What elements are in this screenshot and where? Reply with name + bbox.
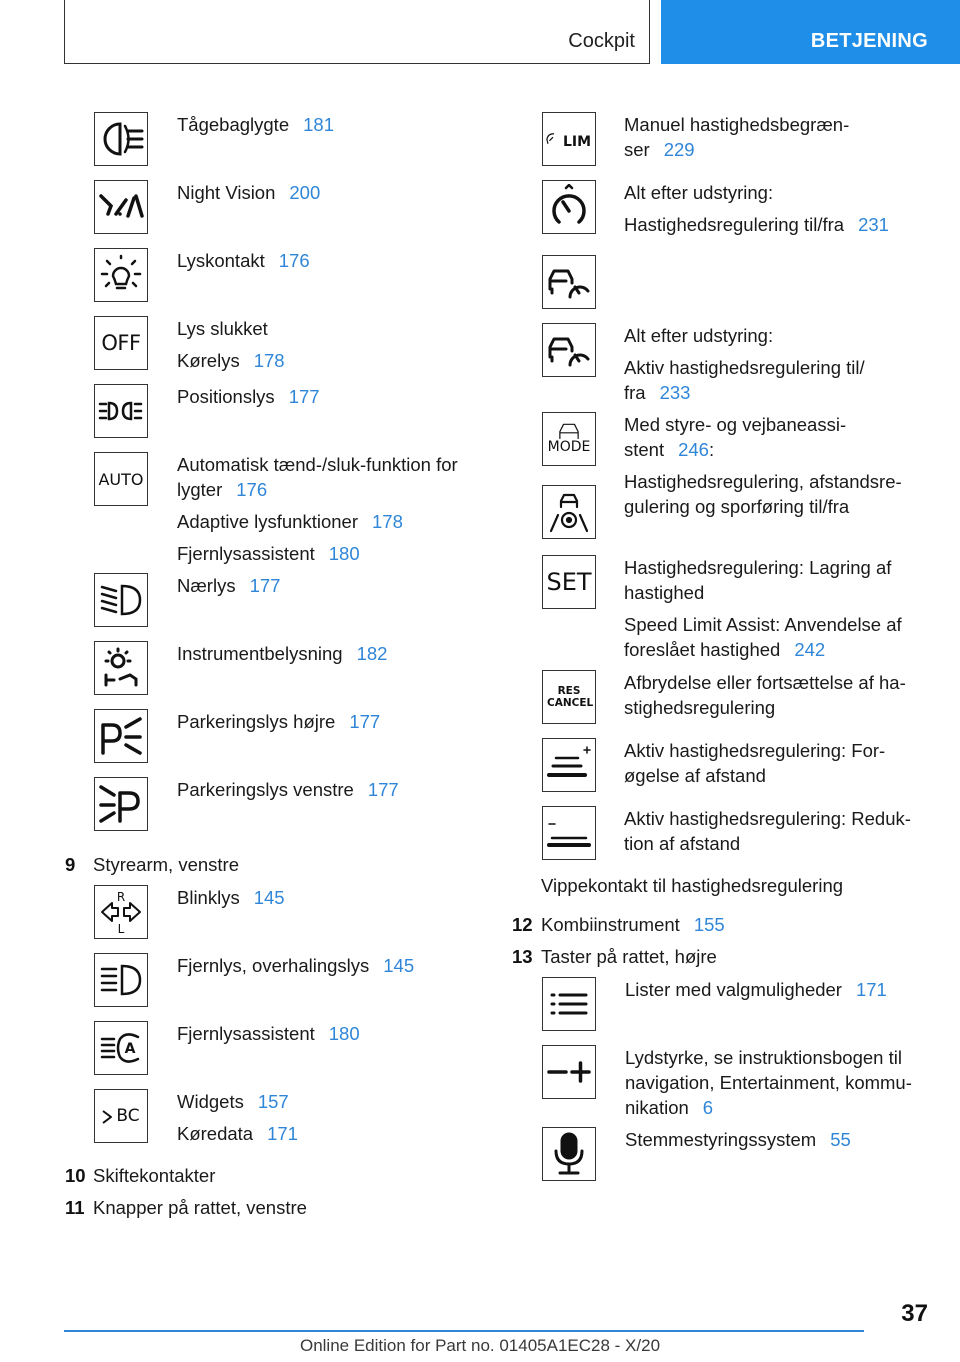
item-label: Night Vision xyxy=(177,182,276,203)
list-item xyxy=(177,1089,289,1114)
item-label: ser xyxy=(624,139,650,160)
section-number: 9 xyxy=(65,854,76,875)
page-ref-link[interactable]: 178 xyxy=(372,511,403,532)
item-label: øgelse af afstand xyxy=(624,765,766,786)
footer-edition: Online Edition for Part no. 01405A1EC28 - X/20 xyxy=(299,1336,661,1355)
section-number: 10 xyxy=(65,1165,86,1186)
page-ref-link[interactable]: 182 xyxy=(356,643,388,664)
night-vision-icon xyxy=(94,180,148,234)
list-item xyxy=(624,137,695,162)
page-ref-link[interactable]: 176 xyxy=(278,250,310,271)
item-label: Køredata xyxy=(177,1123,254,1144)
list-item xyxy=(624,112,849,137)
list-item xyxy=(177,112,334,137)
item-label: Speed Limit Assist: Anvendelse af xyxy=(624,614,902,635)
list-item xyxy=(624,380,690,405)
section-title: Skiftekontakter xyxy=(93,1165,216,1186)
list-item xyxy=(177,316,268,341)
list-item xyxy=(624,437,714,462)
distance-decrease-icon xyxy=(542,806,596,860)
list-item xyxy=(177,180,320,205)
volume-icon xyxy=(542,1045,596,1099)
page-ref-link[interactable]: 178 xyxy=(253,350,285,371)
svg-text:R: R xyxy=(116,890,126,904)
header-chapter-title: BETJENING xyxy=(810,30,928,52)
item-label: Lys slukket xyxy=(177,318,268,339)
voice-control-icon xyxy=(542,1127,596,1181)
item-label: Alt efter udstyring: xyxy=(624,325,774,346)
item-label: hastighed xyxy=(624,582,705,603)
list-item xyxy=(624,806,911,831)
item-label: stent xyxy=(624,439,665,460)
high-beam-assist-icon xyxy=(94,1021,148,1075)
item-label: Lyskontakt xyxy=(177,250,265,271)
list-item xyxy=(177,885,285,910)
item-label: Widgets xyxy=(177,1091,244,1112)
list-item xyxy=(624,355,865,380)
set-icon xyxy=(542,555,596,609)
list-item xyxy=(624,494,849,519)
list-item xyxy=(177,477,267,502)
list-item xyxy=(624,180,773,205)
footer-divider xyxy=(64,1330,864,1332)
item-label: Parkeringslys venstre xyxy=(177,779,354,800)
header-section-box xyxy=(64,0,650,64)
list-item xyxy=(624,670,906,695)
list-item xyxy=(624,695,775,720)
item-label: Lydstyrke, se instruktionsbogen til xyxy=(625,1047,902,1068)
section-number: 13 xyxy=(512,946,533,967)
low-beam-icon xyxy=(94,573,148,627)
icon-text: AUTO xyxy=(98,469,144,489)
item-label: Parkeringslys højre xyxy=(177,711,336,732)
section-number: 12 xyxy=(512,914,533,935)
svg-text:A: A xyxy=(124,1041,136,1057)
instrument-lighting-icon xyxy=(94,641,148,695)
active-cruise-control-icon xyxy=(542,255,596,309)
item-label: Automatisk tænd-/sluk-funktion for xyxy=(177,454,458,475)
rear-fog-light-icon xyxy=(94,112,148,166)
section-number: 11 xyxy=(65,1197,85,1218)
page-ref-link[interactable]: 145 xyxy=(383,955,415,976)
list-item xyxy=(177,452,458,477)
list-item xyxy=(624,831,740,856)
page-ref-link[interactable]: 246 xyxy=(678,439,709,460)
list-item xyxy=(177,777,399,802)
speed-limiter-icon xyxy=(542,112,596,166)
page-ref-link[interactable]: 145 xyxy=(253,887,285,908)
page-ref-link[interactable]: 180 xyxy=(328,543,360,564)
item-label: Blinklys xyxy=(177,887,240,908)
item-label: gulering og sporføring til/fra xyxy=(624,496,850,517)
list-item xyxy=(625,1095,713,1120)
list-item xyxy=(624,469,902,494)
list-item xyxy=(624,580,704,605)
item-label: Aktiv hastighedsregulering: Reduk- xyxy=(624,808,911,829)
item-label: Aktiv hastighedsregulering til/ xyxy=(624,357,865,378)
item-label: tion af afstand xyxy=(624,833,741,854)
list-item xyxy=(177,541,360,566)
list-item xyxy=(624,212,889,237)
high-beam-icon xyxy=(94,953,148,1007)
list-item xyxy=(625,1070,912,1095)
list-item xyxy=(624,412,846,437)
item-label: Fjernlysassistent xyxy=(177,1023,315,1044)
item-label: Hastighedsregulering til/fra xyxy=(624,214,845,235)
list-item xyxy=(625,1127,851,1152)
item-label: Stemmestyringssystem xyxy=(625,1129,817,1150)
item-label: Fjernlys, overhalingslys xyxy=(177,955,370,976)
item-label: Med styre- og vejbaneassi- xyxy=(624,414,847,435)
page-ref-link[interactable]: 229 xyxy=(663,139,695,160)
rocker-switch-caption: Vippekontakt til hastighedsregulering xyxy=(541,875,844,896)
item-label: lygter xyxy=(177,479,223,500)
page-ref-link[interactable]: 177 xyxy=(288,386,320,407)
section-title: Styrearm, venstre xyxy=(93,854,239,875)
item-label: foreslået hastighed xyxy=(624,639,781,660)
list-item xyxy=(624,555,891,580)
page-ref-link[interactable]: 171 xyxy=(855,979,887,1000)
list-item xyxy=(177,248,310,273)
icon-text: RES CANCEL xyxy=(547,685,594,709)
parking-light-right-icon xyxy=(94,709,148,763)
item-label: Instrumentbelysning xyxy=(177,643,343,664)
item-label: Hastighedsregulering, afstandsre- xyxy=(624,471,902,492)
options-list-icon xyxy=(542,977,596,1031)
list-item xyxy=(177,348,285,373)
list-item xyxy=(177,1121,298,1146)
item-label: navigation, Entertainment, kommu- xyxy=(625,1072,912,1093)
section-title-text: Kombiinstrument xyxy=(541,914,680,935)
mode-icon xyxy=(542,412,596,466)
lane-assist-icon xyxy=(542,485,596,539)
list-item xyxy=(177,709,380,734)
list-item xyxy=(177,509,403,534)
item-label: Tågebaglygte xyxy=(177,114,290,135)
section-title: Knapper på rattet, venstre xyxy=(93,1197,307,1218)
page-ref-link[interactable]: 242 xyxy=(794,639,826,660)
item-label-suffix: : xyxy=(708,439,715,460)
page-ref-link[interactable]: 231 xyxy=(858,214,889,235)
icon-text: OFF xyxy=(101,331,141,355)
icon-text: SET xyxy=(546,568,592,596)
item-label: stighedsregulering xyxy=(624,697,776,718)
list-item xyxy=(624,763,766,788)
list-item xyxy=(625,1045,902,1070)
item-label: Manuel hastighedsbegræn- xyxy=(624,114,850,135)
item-label: Adaptive lysfunktioner xyxy=(177,511,358,532)
item-label: Lister med valgmuligheder xyxy=(625,979,842,1000)
item-label: nikation xyxy=(625,1097,689,1118)
turn-signal-icon xyxy=(94,885,148,939)
page-ref-link[interactable]: 55 xyxy=(830,1129,851,1150)
list-item xyxy=(624,612,902,637)
page-ref-link[interactable]: 176 xyxy=(236,479,268,500)
list-item xyxy=(625,977,887,1002)
page-ref-link[interactable]: 177 xyxy=(249,575,281,596)
list-item xyxy=(624,637,825,662)
page-number: 37 xyxy=(901,1300,928,1327)
list-item xyxy=(177,641,387,666)
svg-text:L: L xyxy=(117,922,125,935)
page-ref-link[interactable]: 200 xyxy=(289,182,321,203)
list-item xyxy=(624,738,885,763)
item-label: Fjernlysassistent xyxy=(177,543,315,564)
page-ref-link[interactable]: 233 xyxy=(659,382,691,403)
item-label: Kørelys xyxy=(177,350,240,371)
parking-lights-icon xyxy=(94,384,148,438)
item-label: Hastighedsregulering: Lagring af xyxy=(624,557,892,578)
distance-increase-icon xyxy=(542,738,596,792)
light-switch-icon xyxy=(94,248,148,302)
item-label: Alt efter udstyring: xyxy=(624,182,774,203)
page-ref-link[interactable]: 157 xyxy=(257,1091,289,1112)
list-item xyxy=(177,384,320,409)
lights-off-icon xyxy=(94,316,148,370)
auto-lights-icon xyxy=(94,452,148,506)
bc-icon xyxy=(94,1089,148,1143)
header-section-title: Cockpit xyxy=(568,30,635,52)
section-title xyxy=(541,912,725,937)
page-ref-link[interactable]: 177 xyxy=(367,779,399,800)
item-label: Nærlys xyxy=(177,575,236,596)
icon-text: BC xyxy=(116,1106,140,1126)
parking-light-left-icon xyxy=(94,777,148,831)
page-ref-link[interactable]: 6 xyxy=(702,1097,714,1118)
cruise-control-icon xyxy=(542,180,596,234)
item-label: fra xyxy=(624,382,646,403)
page-ref-link[interactable]: 171 xyxy=(267,1123,298,1144)
page-ref-link[interactable]: 155 xyxy=(693,914,725,935)
page-ref-link[interactable]: 177 xyxy=(349,711,381,732)
section-title: Taster på rattet, højre xyxy=(541,946,717,967)
header-chapter-tab xyxy=(661,0,960,64)
item-label: Aktiv hastighedsregulering: For- xyxy=(624,740,886,761)
active-cruise-control-2-icon xyxy=(542,323,596,377)
item-label: Positionslys xyxy=(177,386,275,407)
list-item xyxy=(177,953,414,978)
icon-text: MODE xyxy=(547,439,591,455)
page-ref-link[interactable]: 181 xyxy=(303,114,334,135)
list-item xyxy=(177,573,280,598)
icon-text: LIM xyxy=(562,134,592,150)
list-item xyxy=(624,323,773,348)
res-cancel-icon xyxy=(542,670,596,724)
list-item xyxy=(177,1021,360,1046)
page-ref-link[interactable]: 180 xyxy=(328,1023,360,1044)
item-label: Afbrydelse eller fortsættelse af ha- xyxy=(624,672,906,693)
